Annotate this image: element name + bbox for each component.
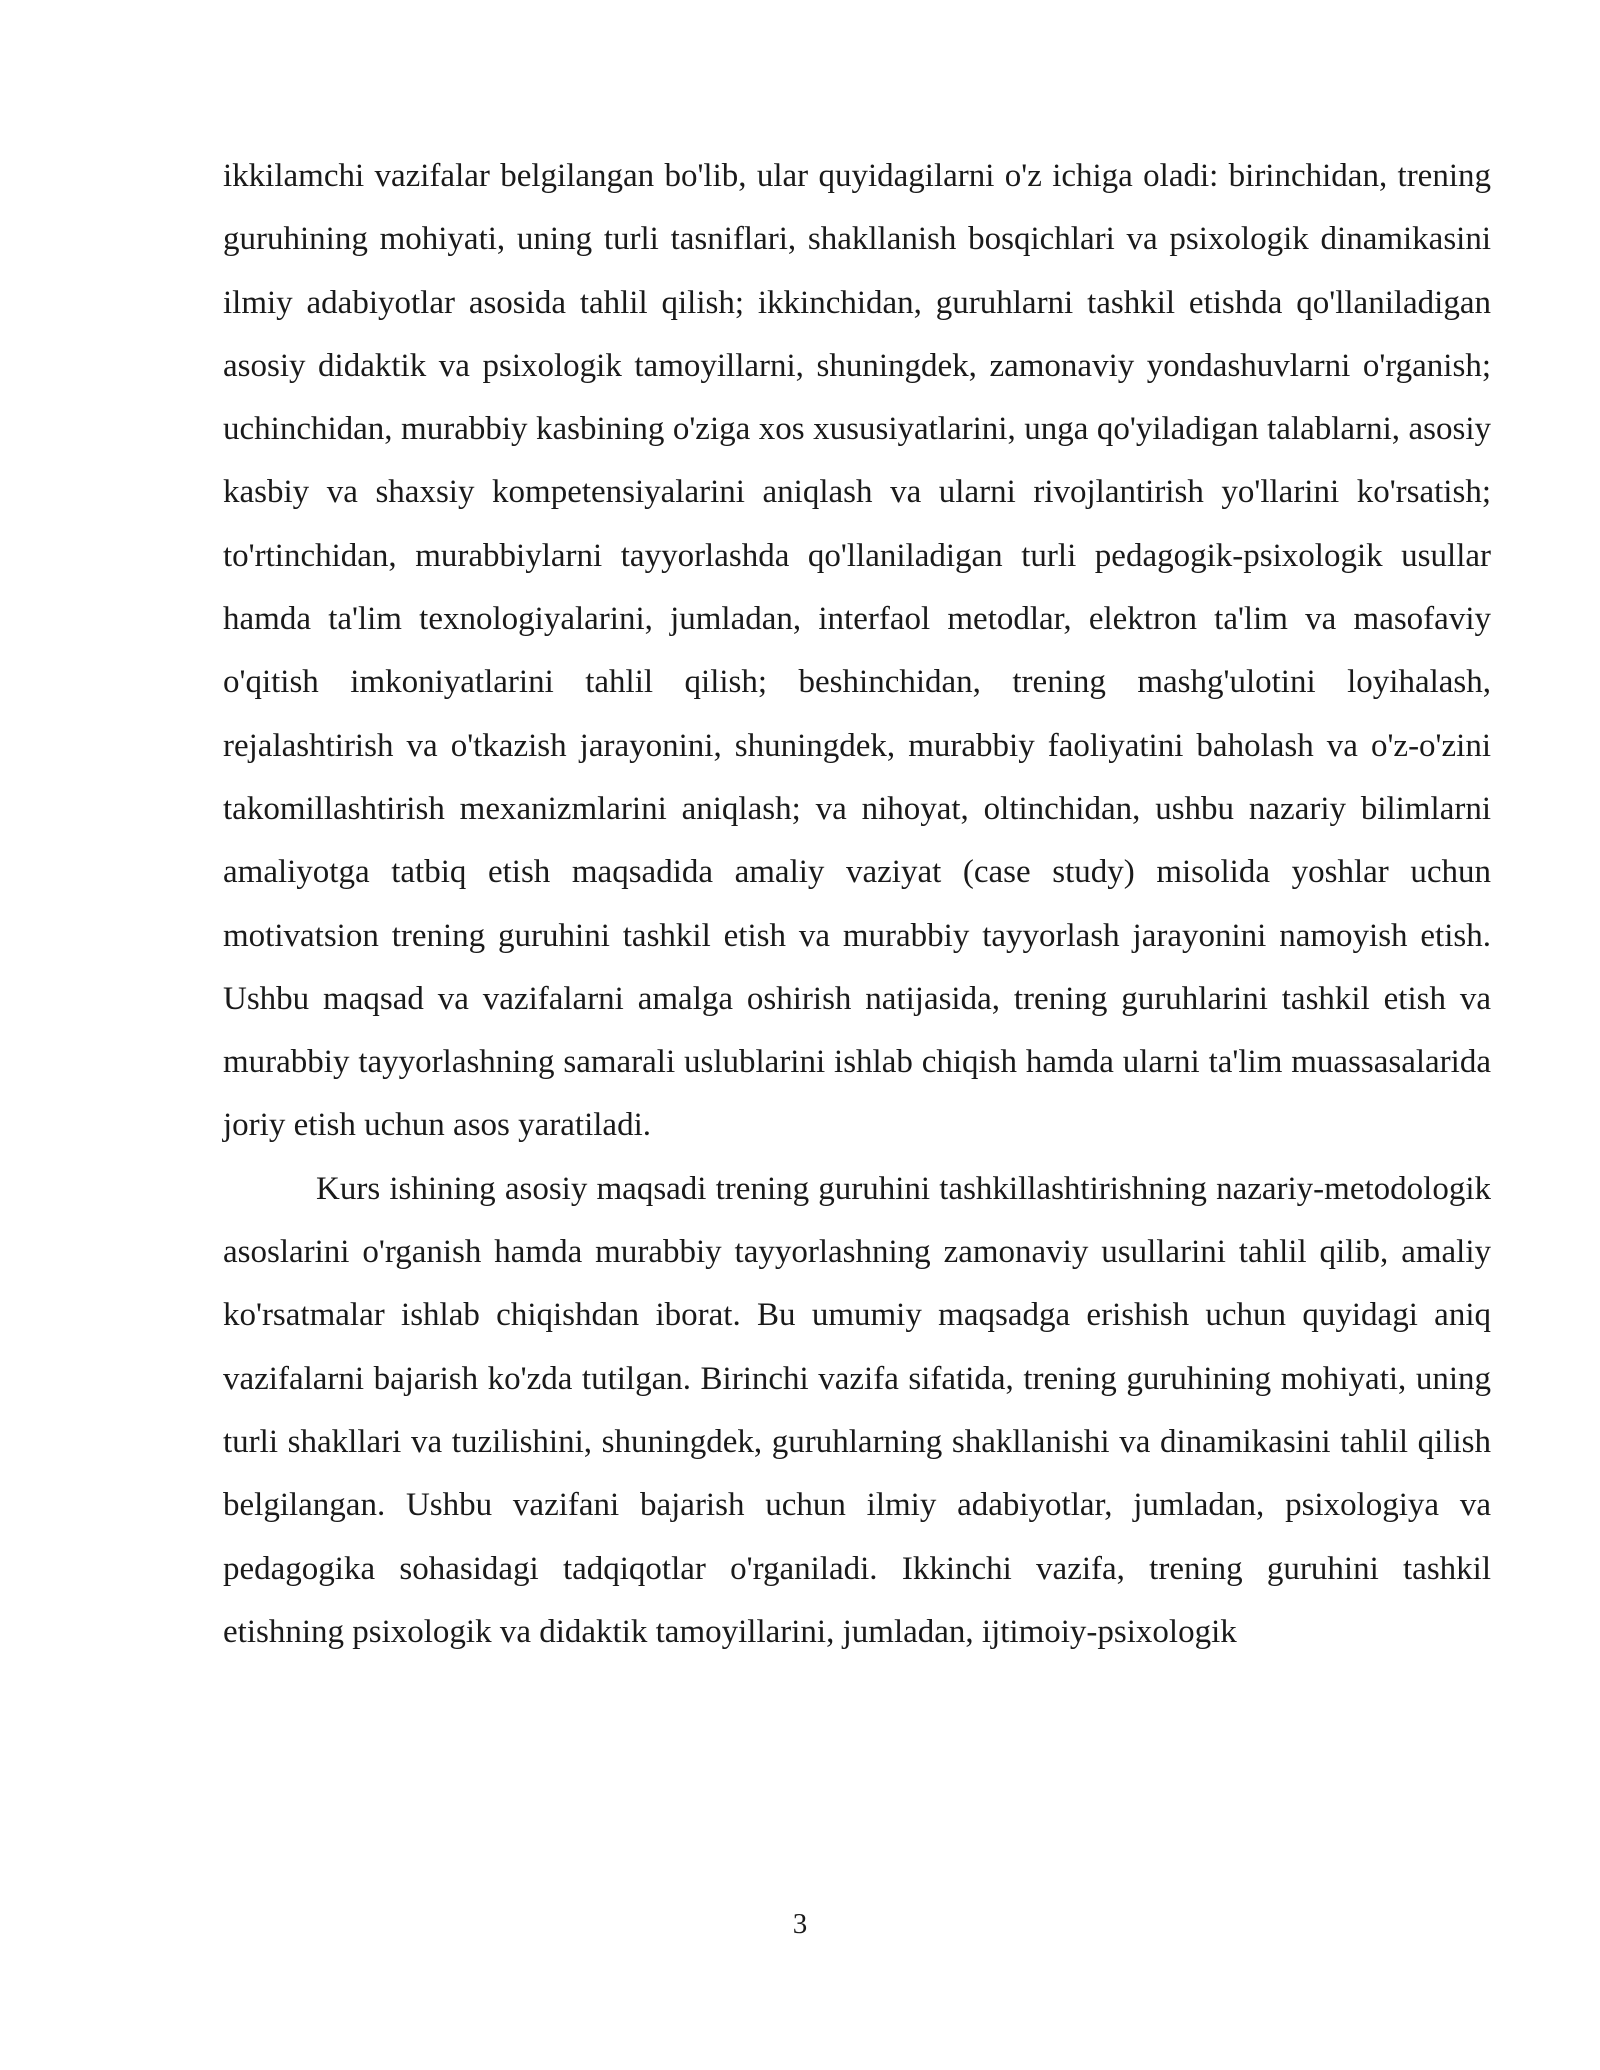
paragraph-main-goal: Kurs ishining asosiy maqsadi trening guruhini tashkillashtirishning nazariy-metodologik asoslarini o'rganish hamda murabbiy tayyorlashning zamonaviy usullarini tahlil qilib, amaliy ko'rsatmalar ishlab chiqishdan iborat. Bu umumiy maqsadga erishish uchun quyidagi aniq vazifalarni bajarish ko'zda tutilgan. Birinchi vazifa sifatida, trening guruhining mohiyati, uning turli shakllari va tuzilishini, shuningdek, guruhlarning shakllanishi va dinamikasini tahlil qilish belgilangan. Ushbu vazifani bajarish uchun ilmiy adabiyotlar, jumladan, psixologiya va pedagogika sohasidagi tadqiqotlar o'rganiladi. Ikkinchi vazifa, trening guruhini tashkil etishning psixologik va didaktik tamoyillarini, jumladan, ijtimoiy-psixologik — [223, 1170, 1491, 1650]
paragraph-continuation: ikkilamchi vazifalar belgilangan bo'lib, ular quyidagilarni o'z ichiga oladi: birinchidan, trening guruhining mohiyati, uning turli tasniflari, shakllanish bosqichlari va psixologik dinamikasini ilmiy adabiyotlar asosida tahlil qilish; ikkinchidan, guruhlarni tashkil etishda qo'llaniladigan asosiy didaktik va psixologik tamoyillarni, shuningdek, zamonaviy yondashuvlarni o'rganish; uchinchidan, murabbiy kasbining o'ziga xos xususiyatlarini, unga qo'yiladigan talablarni, asosiy kasbiy va shaxsiy kompetensiyalarini aniqlash va ularni rivojlantirish yo'llarini ko'rsatish; to'rtinchidan, murabbiylarni tayyorlashda qo'llaniladigan turli pedagogik-psixologik usullar hamda ta'lim texnologiyalarini, jumladan, interfaol metodlar, elektron ta'lim va masofaviy o'qitish imkoniyatlarini tahlil qilish; beshinchidan, trening mashg'ulotini loyihalash, rejalashtirish va o'tkazish jarayonini, shuningdek, murabbiy faoliyatini baholash va o'z-o'zini takomillashtirish mexanizmlarini aniqlash; va nihoyat, oltinchidan, ushbu nazariy bilimlarni amaliyotga tatbiq etish maqsadida amaliy vaziyat (case study) misolida yoshlar uchun motivatsion trening guruhini tashkil etish va murabbiy tayyorlash jarayonini namoyish etish. Ushbu maqsad va vazifalarni amalga oshirish natijasida, trening guruhlarini tashkil etish va murabbiy tayyorlashning samarali uslublarini ishlab chiqish hamda ularni ta'lim muassasalarida joriy etish uchun asos yaratiladi. — [223, 158, 1491, 1144]
body-text — [223, 145, 1491, 1664]
page-number: 3 — [792, 1908, 808, 1940]
